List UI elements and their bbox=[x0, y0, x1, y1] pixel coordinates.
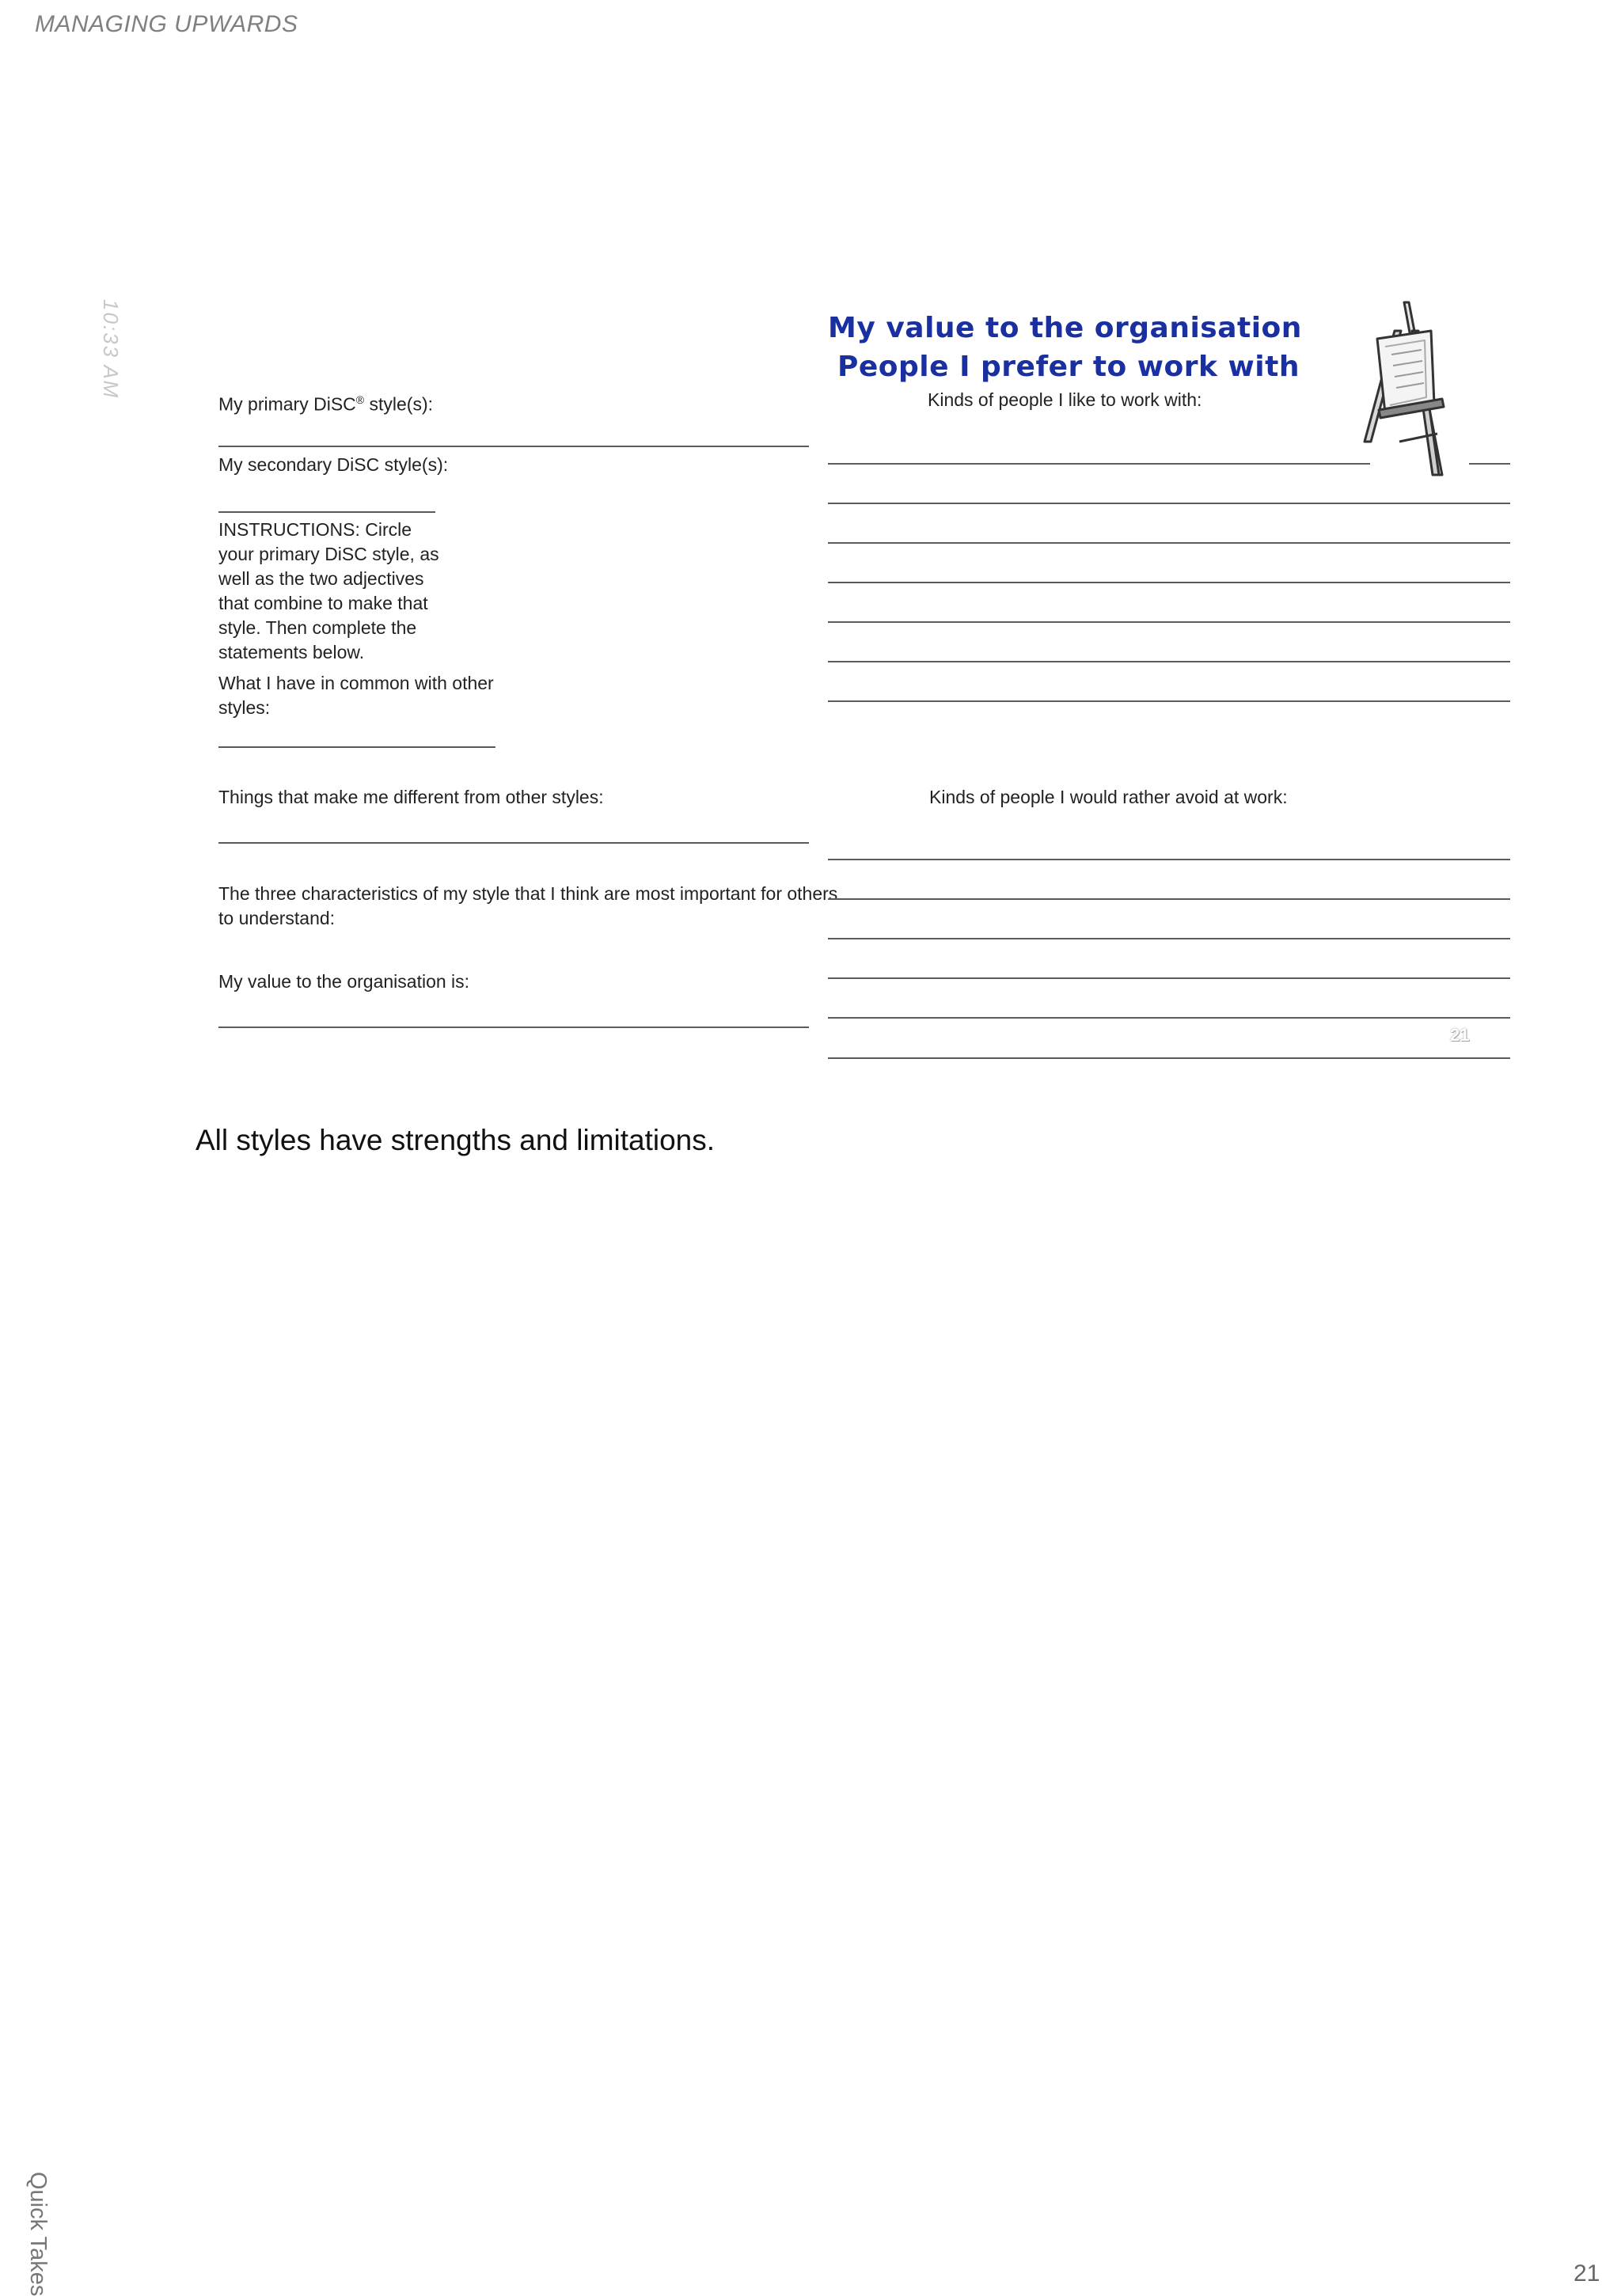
like-line-2[interactable] bbox=[828, 503, 1510, 504]
slide-title-line2: People I prefer to work with bbox=[837, 351, 1300, 383]
page-number: 21 bbox=[1574, 2260, 1600, 2287]
like-line-6[interactable] bbox=[828, 661, 1510, 662]
avoid-line-3[interactable] bbox=[828, 938, 1510, 939]
common-line[interactable] bbox=[218, 746, 495, 748]
avoid-line-6[interactable] bbox=[828, 1057, 1510, 1059]
value-line[interactable] bbox=[218, 1027, 809, 1028]
three-characteristics-label: The three characteristics of my style that I think are most important for others to understand: bbox=[218, 883, 838, 928]
easel-icon bbox=[1363, 299, 1450, 481]
timestamp-stamp: 10:33 AM bbox=[99, 299, 123, 400]
avoid-line-5[interactable] bbox=[828, 1017, 1510, 1019]
different-line[interactable] bbox=[218, 842, 809, 844]
like-line-7[interactable] bbox=[828, 700, 1510, 702]
different-label: Things that make me different from other styles: bbox=[218, 787, 604, 807]
primary-style-line[interactable] bbox=[218, 446, 809, 447]
value-label: My value to the organisation is: bbox=[218, 971, 470, 992]
like-line-1b[interactable] bbox=[1469, 463, 1510, 465]
slide-number: 21 bbox=[1450, 1025, 1470, 1045]
like-line-3[interactable] bbox=[828, 542, 1510, 544]
secondary-style-line[interactable] bbox=[218, 511, 435, 513]
body-text: All styles have strengths and limitations. bbox=[196, 1124, 716, 1156]
avoid-line-4[interactable] bbox=[828, 977, 1510, 979]
running-header: MANAGING UPWARDS bbox=[35, 11, 298, 37]
like-line-4[interactable] bbox=[828, 582, 1510, 583]
side-tab-label: Quick Takes bbox=[25, 2172, 51, 2296]
avoid-at-work-label: Kinds of people I would rather avoid at work: bbox=[929, 787, 1288, 807]
like-line-5[interactable] bbox=[828, 621, 1510, 623]
like-line-1a[interactable] bbox=[828, 463, 1370, 465]
slide-title-line1: My value to the organisation bbox=[828, 312, 1302, 344]
secondary-style-label: My secondary DiSC style(s): bbox=[218, 454, 449, 475]
avoid-line-1[interactable] bbox=[828, 859, 1510, 860]
primary-style-label: My primary DiSC® style(s): bbox=[218, 393, 433, 415]
avoid-line-2[interactable] bbox=[828, 898, 1510, 900]
common-label: What I have in common with other styles: bbox=[218, 673, 494, 718]
instructions-text: INSTRUCTIONS: Circle your primary DiSC style, as well as the two adjectives that combine to make that style. Then complete the statements below. bbox=[218, 519, 439, 662]
like-to-work-label: Kinds of people I like to work with: bbox=[928, 389, 1202, 410]
